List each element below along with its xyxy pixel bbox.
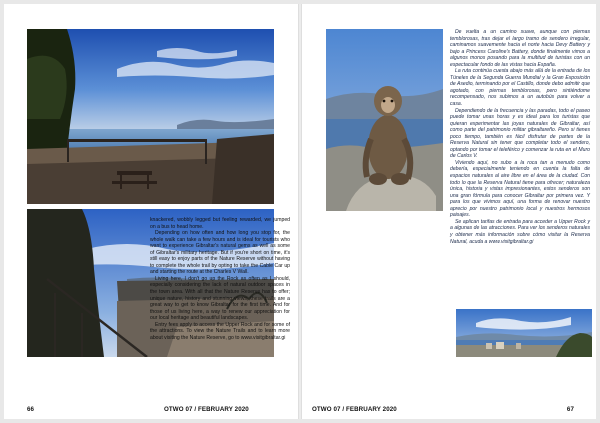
paragraph: La ruta continúa cuesta abajo más allá de la entrada de los Túneles de la Segunda Guerra Mundial y la Gran Exposición de Asedio, terminando por el Castillo, donde debo admitir que agotado, con piernas temblorosas, pero sintiéndome recompensado, nos subimos a un autobús para volver a casa. — [450, 68, 590, 108]
english-text-column — [150, 217, 290, 341]
barbary-macaque-photo — [326, 29, 443, 211]
viewpoint-terrace-photo — [27, 29, 274, 204]
paragraph: Depending on how often and how long you stop for, the whole walk can take a few hours and is ideal for tourists who want to experience Gibraltar's natural gems as well as some of Gibraltar's military heritage. But if you're short on time, it's still easy to enjoy parts of the Nature Reserve without having to complete the whole trail by opting to take the Cable Car up and starting the route at the Charles V Wall. — [150, 230, 290, 276]
coastline-town-photo — [456, 309, 592, 357]
right-page — [302, 4, 596, 419]
page-number: 66 — [27, 406, 35, 413]
paragraph: Viviendo aquí, no subo a la roca tan a menudo como debería, especialmente teniendo en cuenta la falta de espacios naturales al aire libre en el área de la ciudad. Con todo lo que la Reserva Natural tiene para ofrecer; naturaleza única, historia y vistas impresionantes, estos senderos son una gran fórmula para conocer Gibraltar por primera vez. Y para los que vivimos aquí, una forma de renovar nuestro aprecio por nuestro patrimonio local y nuestros hermosos paisajes. — [450, 159, 590, 219]
paragraph: Entry fees apply to access the Upper Rock and for some of the attractions. To view the Nature Trails and to learn more about visiting the Nature Reserve, go to www.visitgibraltar.gi — [150, 321, 290, 341]
running-footer: OTWO 07 / FEBRUARY 2020 — [164, 406, 249, 413]
left-page — [4, 4, 298, 419]
page-number: 67 — [566, 406, 574, 413]
paragraph: knackered, wobbly legged but feeling rewarded, we jumped on a bus to head home. — [150, 217, 290, 230]
paragraph: Living here, I don't go up the Rock as often as I should, especially considering the lack of natural outdoor spaces in the town area. With all that the Nature Reserve has to offer; unique nature, history and stunning views, these trails are a great way to get to know Gibraltar for the first time. And for those of us living here, a way to renew our appreciation for our local heritage and beautiful landscapes. — [150, 275, 290, 322]
paragraph: Dependiendo de la frecuencia y las paradas, todo el paseo puede tomar unas horas y es ideal para los turistas que quieran experimentar las joyas naturales de Gibraltar, así como parte del patrimonio militar gibraltareño. Pero si tienes poco tiempo, también es fácil disfrutar de partes de la Reserva Natural sin tener que completar todo el sendero, optando por tomar el teleférico y comenzar la ruta en el Muro de Carlos V. — [450, 107, 590, 160]
spanish-text-column — [450, 29, 590, 245]
paragraph: Se aplican tarifas de entrada para acceder a Upper Rock y a algunas de las atracciones. Para ver los senderos naturales y obtener más información sobre cómo visitar la Reserva Natural, acuda a www.visitgibraltar.gi — [450, 218, 590, 245]
running-footer: OTWO 07 / FEBRUARY 2020 — [312, 406, 397, 413]
paragraph: De vuelta a un camino suave, aunque con piernas temblorosas, tras dejar el largo tramo de sendero irregular, caminamos suavemente hacia el norte hacia Devy Battery y bajo a Princess Caroline's Battery, donde finalmente vimos a algunos monos posando para la multitud de turistas con un espectacular fondo de las vistas hacia España. — [450, 29, 590, 68]
